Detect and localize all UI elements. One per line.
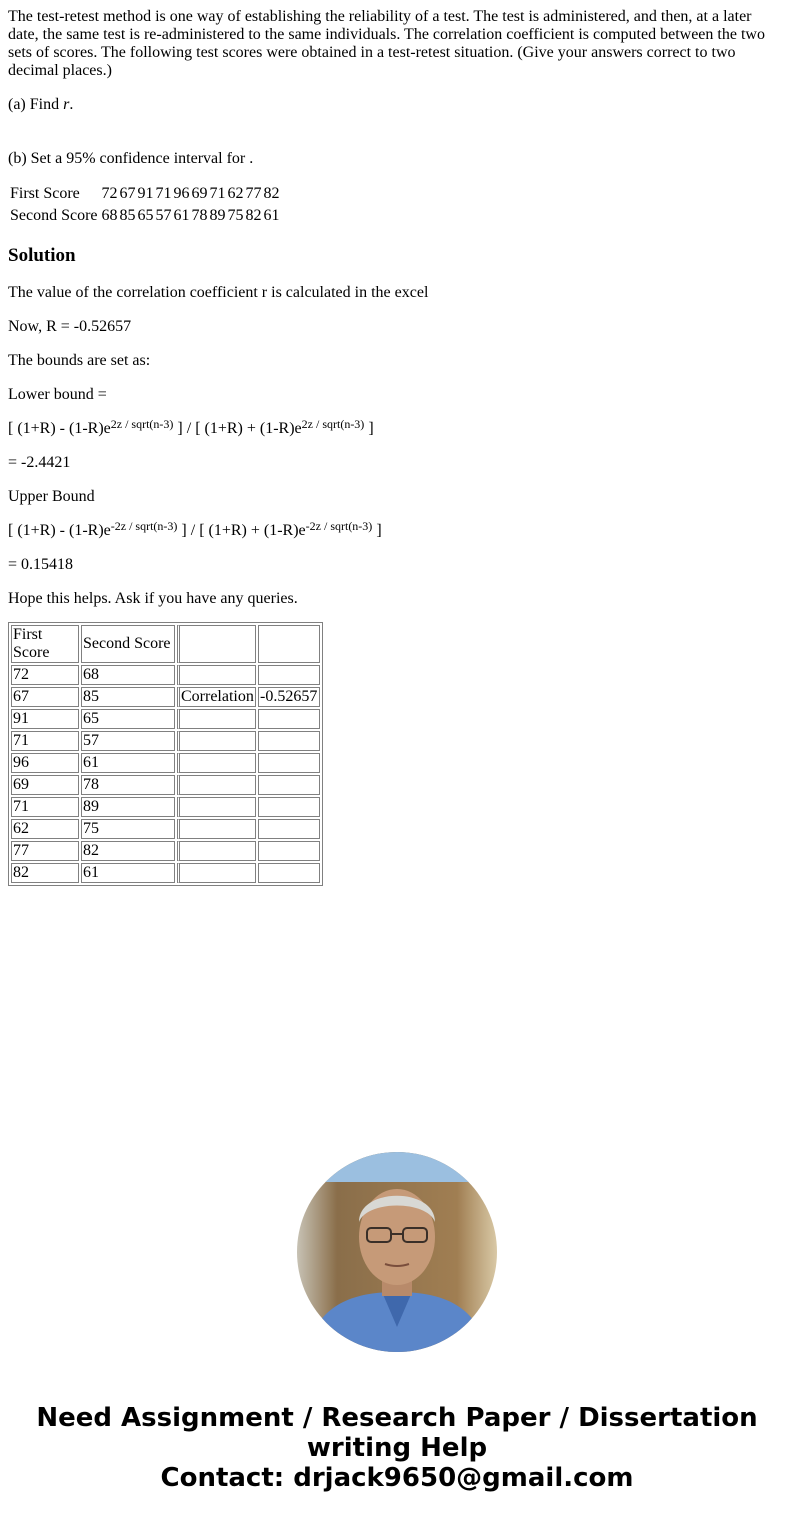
excel-cell: 71 bbox=[11, 731, 79, 751]
excel-cell bbox=[177, 775, 256, 795]
score-cell: 91 bbox=[137, 185, 154, 202]
score-row-label: Second Score bbox=[10, 207, 98, 224]
promo-section bbox=[0, 1152, 794, 1493]
excel-cell: Correlation bbox=[177, 687, 256, 707]
excel-cell bbox=[258, 665, 320, 685]
question-part-a bbox=[8, 96, 786, 114]
excel-cell: 69 bbox=[11, 775, 79, 795]
excel-header-cell: First Score bbox=[11, 625, 79, 663]
score-row bbox=[10, 184, 280, 204]
excel-cell: 85 bbox=[81, 687, 175, 707]
excel-cell: 82 bbox=[11, 863, 79, 883]
excel-row bbox=[11, 863, 320, 883]
excel-row bbox=[11, 665, 320, 685]
excel-row bbox=[11, 797, 320, 817]
excel-cell: 91 bbox=[11, 709, 79, 729]
score-table bbox=[8, 182, 282, 228]
part-a-suffix: . bbox=[69, 96, 74, 113]
excel-cell: 61 bbox=[81, 863, 175, 883]
excel-header-row bbox=[11, 625, 320, 663]
score-cell: 85 bbox=[119, 207, 136, 224]
score-cell: 96 bbox=[173, 185, 190, 202]
excel-cell bbox=[258, 841, 320, 861]
excel-cell bbox=[177, 841, 256, 861]
excel-cell: 65 bbox=[81, 709, 175, 729]
score-cell: 71 bbox=[209, 185, 226, 202]
excel-cell: 77 bbox=[11, 841, 79, 861]
excel-header-cell: Second Score bbox=[81, 625, 175, 663]
excel-cell bbox=[258, 819, 320, 839]
solution-heading: Solution bbox=[8, 245, 76, 266]
promo-contact: Contact: drjack9650@gmail.com bbox=[160, 1463, 634, 1493]
score-cell: 82 bbox=[263, 185, 280, 202]
excel-row bbox=[11, 753, 320, 773]
promo-line-2: writing Help bbox=[306, 1433, 488, 1463]
excel-cell bbox=[258, 775, 320, 795]
excel-cell bbox=[177, 819, 256, 839]
excel-cell bbox=[177, 731, 256, 751]
excel-row bbox=[11, 687, 320, 707]
score-row bbox=[10, 206, 280, 226]
score-row-label: First Score bbox=[10, 185, 80, 202]
score-cell: 61 bbox=[263, 207, 280, 224]
upper-bound-formula: [ $(1+R) - (1-R)e^{-2z / sqrt(n-3)}$ ] / [ $(1+R) + (1-R)e^{-2z / sqrt(n-3)}$ ] bbox=[8, 519, 382, 539]
excel-cell: 57 bbox=[81, 731, 175, 751]
score-cell: 68 bbox=[101, 207, 118, 224]
excel-cell: 62 bbox=[11, 819, 79, 839]
promo-line-1: Need Assignment / Research Paper / Dissertation bbox=[36, 1403, 758, 1433]
question-intro: The test-retest method is one way of establishing the reliability of a test. The test is administered, and then, at a later date, the same test is re-administered to the same individuals. The correlation coefficient is computed between the two sets of scores. The following test scores were obtained in a test-retest situation. (Give your answers correct to two decimal places.) bbox=[8, 8, 765, 79]
excel-header-cell bbox=[258, 625, 320, 663]
score-cell: 78 bbox=[191, 207, 208, 224]
upper-bound-value: = 0.15418 bbox=[8, 556, 74, 573]
excel-cell: 61 bbox=[81, 753, 175, 773]
score-cell: 67 bbox=[119, 185, 136, 202]
excel-cell bbox=[177, 709, 256, 729]
excel-cell: 78 bbox=[81, 775, 175, 795]
excel-row bbox=[11, 775, 320, 795]
solution-line-2: Now, R = -0.52657 bbox=[8, 318, 132, 335]
score-cell: 65 bbox=[137, 207, 154, 224]
excel-cell bbox=[258, 863, 320, 883]
author-portrait-image bbox=[297, 1152, 497, 1352]
solution-line-1: The value of the correlation coefficient r is calculated in the excel bbox=[8, 284, 429, 301]
excel-cell bbox=[258, 731, 320, 751]
excel-cell bbox=[258, 753, 320, 773]
excel-cell: 75 bbox=[81, 819, 175, 839]
score-cell: 71 bbox=[155, 185, 172, 202]
excel-row bbox=[11, 709, 320, 729]
part-a-variable: r bbox=[63, 96, 70, 113]
closing-note: Hope this helps. Ask if you have any queries. bbox=[8, 590, 298, 607]
score-cell: 69 bbox=[191, 185, 208, 202]
excel-row bbox=[11, 819, 320, 839]
promo-text bbox=[0, 1403, 794, 1493]
excel-cell bbox=[258, 709, 320, 729]
excel-cell bbox=[177, 863, 256, 883]
excel-cell bbox=[258, 797, 320, 817]
score-cell: 57 bbox=[155, 207, 172, 224]
excel-cell bbox=[177, 753, 256, 773]
score-cell: 89 bbox=[209, 207, 226, 224]
excel-cell: 68 bbox=[81, 665, 175, 685]
part-a-prefix: (a) Find bbox=[8, 96, 64, 113]
score-cell: 75 bbox=[227, 207, 244, 224]
lower-bound-value: = -2.4421 bbox=[8, 454, 71, 471]
excel-row bbox=[11, 841, 320, 861]
question-part-b: (b) Set a 95% confidence interval for . bbox=[8, 150, 254, 167]
score-cell: 61 bbox=[173, 207, 190, 224]
excel-cell: 96 bbox=[11, 753, 79, 773]
excel-cell: 67 bbox=[11, 687, 79, 707]
excel-cell: 82 bbox=[81, 841, 175, 861]
excel-cell: 89 bbox=[81, 797, 175, 817]
upper-bound-label: Upper Bound bbox=[8, 488, 95, 505]
author-photo bbox=[297, 1152, 497, 1352]
excel-cell bbox=[177, 797, 256, 817]
solution-line-3: The bounds are set as: bbox=[8, 352, 151, 369]
excel-cell: -0.52657 bbox=[258, 687, 320, 707]
lower-bound-label: Lower bound = bbox=[8, 386, 107, 403]
score-cell: 77 bbox=[245, 185, 262, 202]
score-cell: 62 bbox=[227, 185, 244, 202]
excel-row bbox=[11, 731, 320, 751]
score-cell: 82 bbox=[245, 207, 262, 224]
lower-bound-formula: [ $(1+R) - (1-R)e^{2z / sqrt(n-3)}$ ] / [ $(1+R) + (1-R)e^{2z / sqrt(n-3)}$ ] bbox=[8, 417, 374, 437]
excel-cell: 71 bbox=[11, 797, 79, 817]
score-cell: 72 bbox=[101, 185, 118, 202]
excel-table bbox=[8, 622, 323, 886]
excel-cell: 72 bbox=[11, 665, 79, 685]
excel-cell bbox=[177, 665, 256, 685]
excel-header-cell bbox=[177, 625, 256, 663]
